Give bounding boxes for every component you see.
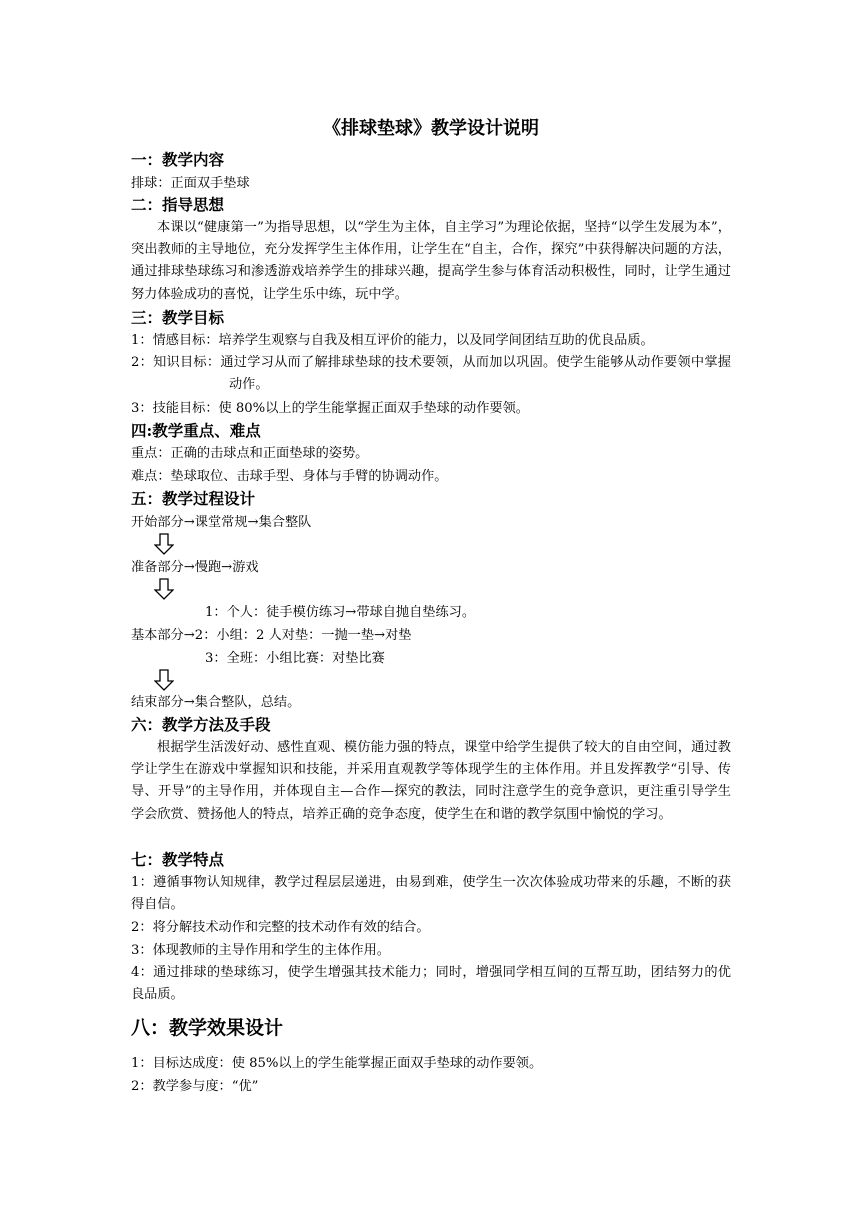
- flow-basic-group: 基本部分→2：小组：2 人对垫：一抛一垫→对垫: [131, 628, 412, 643]
- document-title: 《排球垫球》教学设计说明: [323, 118, 539, 139]
- objective-item-1: 1：情感目标：培养学生观察与自我及相互评价的能力，以及同学间团结互助的优良品质。: [131, 333, 654, 348]
- objective-item-2: 2：知识目标：通过学习从而了解排球垫球的技术要领，从而加以巩固。使学生能够从动作要领中掌握动作。: [131, 355, 731, 393]
- section-heading-features: 七：教学特点: [131, 850, 225, 869]
- down-arrow-icon: [154, 669, 174, 691]
- feature-item-4: 4：通过排球的垫球练习，使学生增强其技术能力；同时，增强同学相互间的互帮互助，团结努力的优良品质。: [131, 965, 731, 1003]
- down-arrow-icon: [154, 533, 174, 555]
- flow-basic-class: 3：全班：小组比赛：对垫比赛: [205, 651, 385, 666]
- guiding-idea-paragraph: 本课以“健康第一”为指导思想，以“学生为主体，自主学习”为理论依据，坚持“以学生发展为本”，突出教师的主导地位，充分发挥学生主体作用，让学生在“自主，合作，探究”中获得解决问题的方法，通过排球垫球练习和渗透游戏培养学生的排球兴趣，提高学生参与体育活动积极性，同时，让学生通过努力体验成功的喜悦，让学生乐中练，玩中学。: [131, 220, 731, 302]
- objective-item-3: 3：技能目标：使 80%以上的学生能掌握正面双手垫球的动作要领。: [131, 401, 529, 416]
- section-heading-guiding-idea: 二：指导思想: [131, 195, 225, 214]
- effect-item-2: 2：教学参与度：“优”: [131, 1079, 259, 1094]
- effect-item-1: 1：目标达成度：使 85%以上的学生能掌握正面双手垫球的动作要领。: [131, 1056, 543, 1071]
- feature-item-1: 1：遵循事物认知规律，教学过程层层递进，由易到难，使学生一次次体验成功带来的乐趣，不断的获得自信。: [131, 875, 731, 913]
- section-heading-objectives: 三：教学目标: [131, 308, 225, 327]
- content-line: 排球：正面双手垫球: [131, 176, 250, 191]
- key-point-line: 重点：正确的击球点和正面垫球的姿势。: [131, 446, 369, 461]
- section-heading-key-points: 四:教学重点、难点: [131, 421, 261, 440]
- difficulty-line: 难点：垫球取位、击球手型、身体与手臂的协调动作。: [131, 469, 448, 484]
- section-heading-methods: 六：教学方法及手段: [131, 715, 271, 734]
- methods-paragraph: 根据学生活泼好动、感性直观、模仿能力强的特点，课堂中给学生提供了较大的自由空间，通过教学让学生在游戏中掌握知识和技能，并采用直观教学等体现学生的主体作用。并且发挥教学“引导、传导、开导”的主导作用，并体现自主—合作—探究的教法，同时注意学生的竞争意识，更注重引导学生学会欣赏、赞扬他人的特点，培养正确的竞争态度，使学生在和谐的教学氛围中愉悦的学习。: [131, 740, 731, 822]
- flow-basic-individual: 1：个人：徒手模仿练习→带球自抛自垫练习。: [205, 605, 476, 620]
- flow-start: 开始部分→课堂常规→集合整队: [131, 515, 312, 530]
- section-heading-effect: 八：教学效果设计: [131, 1017, 284, 1039]
- section-heading-process: 五：教学过程设计: [131, 489, 256, 508]
- down-arrow-icon: [154, 578, 174, 600]
- section-heading-content: 一：教学内容: [131, 150, 225, 169]
- feature-item-3: 3：体现教师的主导作用和学生的主体作用。: [131, 943, 390, 958]
- flow-prep: 准备部分→慢跑→游戏: [131, 560, 259, 575]
- flow-end: 结束部分→集合整队，总结。: [131, 695, 301, 710]
- feature-item-2: 2：将分解技术动作和完整的技术动作有效的结合。: [131, 920, 430, 935]
